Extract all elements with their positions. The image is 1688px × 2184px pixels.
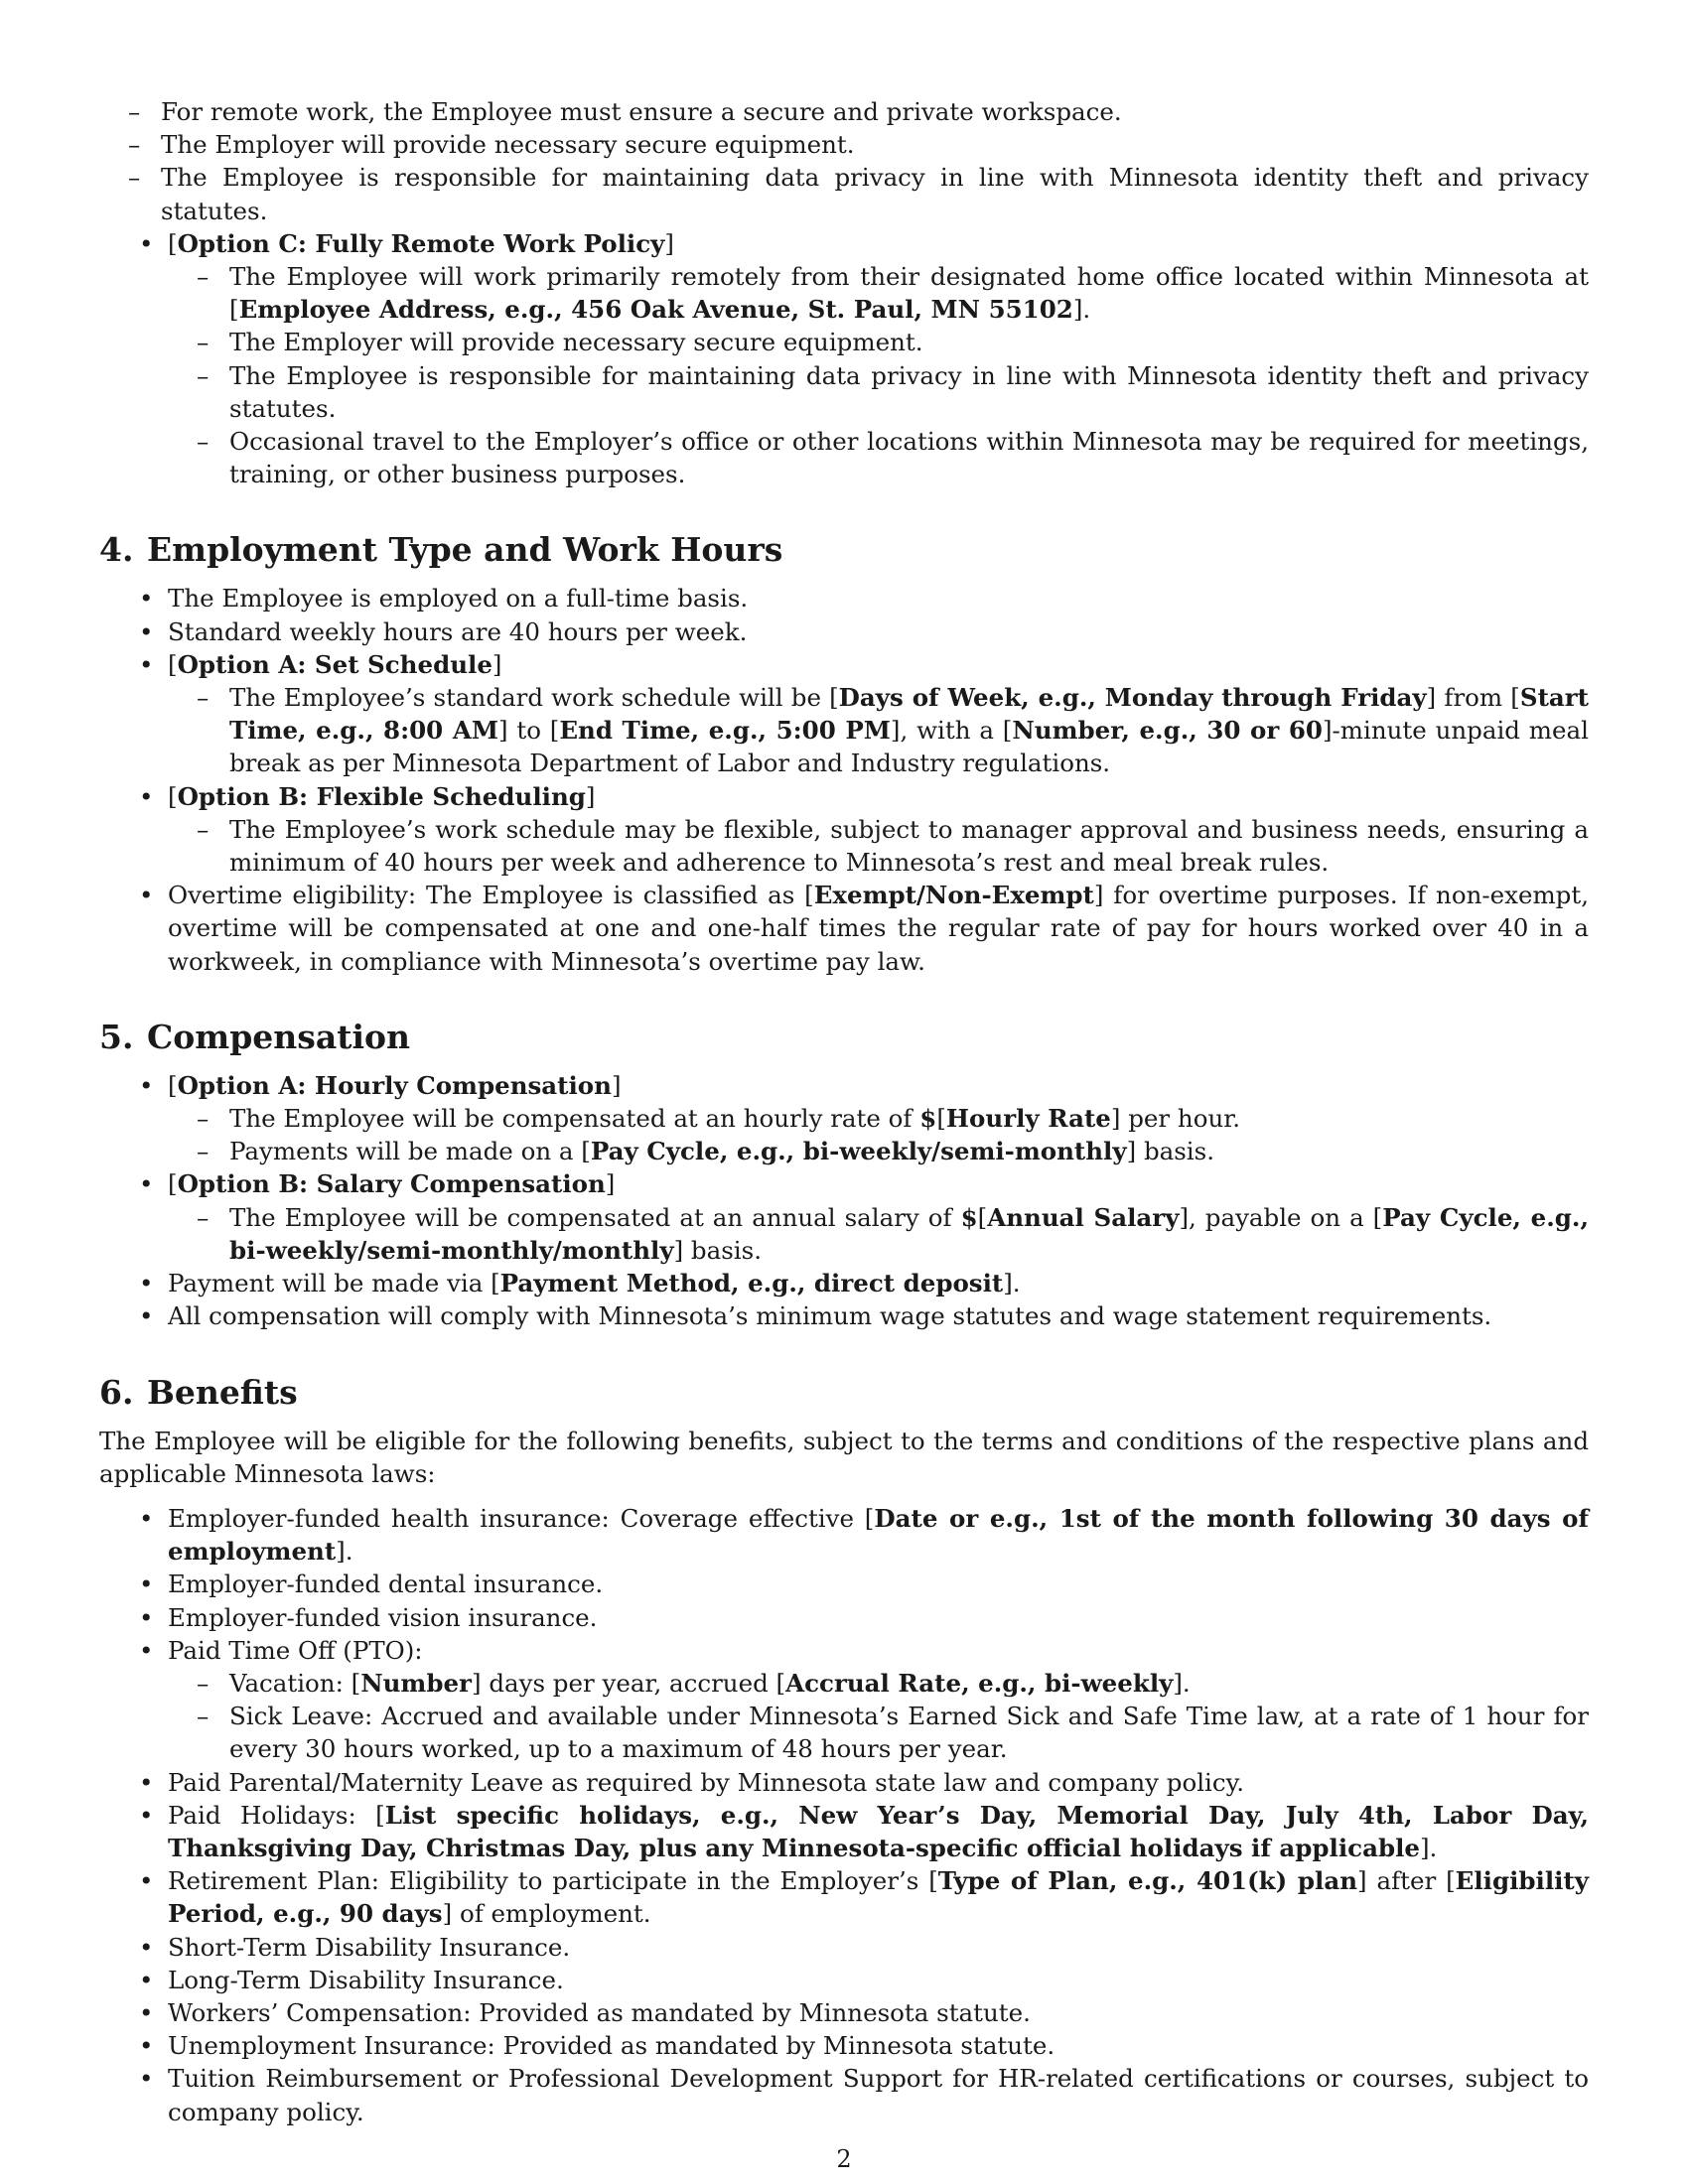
placeholder-field: Annual Salary [987, 1202, 1180, 1232]
list-item: • Employer-funded vision insurance. [99, 1601, 1589, 1634]
list-item: • Tuition Reimbursement or Professional Development Support for HR-related certifications or courses, subject to company policy. [99, 2062, 1589, 2127]
list-item: – For remote work, the Employee must ensure a secure and private workspace. [31, 95, 1589, 128]
option-title: Option C: Fully Remote Work Policy [177, 228, 665, 258]
option-title: Option A: Set Schedule [177, 649, 492, 679]
list-item: – The Employee will be compensated at an hourly rate of $[Hourly Rate] per hour. [99, 1102, 1589, 1135]
placeholder-field: Start Time, e.g., 8:00 AM [229, 683, 1589, 746]
section-heading: 6. Benefits [99, 1372, 298, 1412]
placeholder-field: Type of Plan, e.g., 401(k) plan [937, 1866, 1358, 1896]
page-number: 2 [836, 2145, 852, 2173]
list-item: – Payments will be made on a [Pay Cycle, e.g., bi-weekly/semi-monthly] basis. [99, 1135, 1589, 1167]
option-b-item: • [Option B: Salary Compensation] – The Employee will be compensated at an annual salary of $[Annual Salary], payable on a [Pay Cycle, e.g., bi-weekly/semi-monthly/monthly] basis. [99, 1167, 1589, 1267]
list-item: • Employer-funded health insurance: Coverage effective [Date or e.g., 1st of the month following 30 days of employment]. [99, 1502, 1589, 1568]
list-item: – The Employee will be compensated at an annual salary of $[Annual Salary], payable on a [Pay Cycle, e.g., bi-weekly/semi-monthly/monthly] basis. [99, 1201, 1589, 1267]
list-item: • The Employee is employed on a full-time basis. [99, 582, 1589, 614]
section-heading: 5. Compensation [99, 1017, 410, 1056]
placeholder-field: End Time, e.g., 5:00 PM [559, 716, 891, 746]
placeholder-field: Payment Method, e.g., direct deposit [499, 1269, 1004, 1298]
list-item: – The Employer will provide necessary secure equipment. [31, 128, 1589, 161]
option-b-continuation [99, 95, 1589, 227]
list-item: • Overtime eligibility: The Employee is classified as [Exempt/Non-Exempt] for overtime purposes. If non-exempt, overtime will be compensated at one and one-half times the regular rate of pay for hours worked over 40 in a workweek, in compliance with Minnesota’s overtime pay law. [99, 879, 1589, 978]
placeholder-field: Accrual Rate, e.g., bi-weekly [785, 1668, 1174, 1698]
placeholder-field: Hourly Rate [945, 1104, 1111, 1134]
option-title: Option B: Salary Compensation [177, 1169, 606, 1199]
list-item: • Short-Term Disability Insurance. [99, 1931, 1589, 1964]
list-item: – The Employer will provide necessary secure equipment. [99, 326, 1589, 358]
option-a-item: • [Option A: Hourly Compensation] – The Employee will be compensated at an hourly rate of $[Hourly Rate] per hour. – Payments will be made on a [Pay Cycle, e.g., bi-weekly/semi-monthly] basis. [99, 1069, 1589, 1168]
list-item: • Payment will be made via [Payment Method, e.g., direct deposit]. [99, 1267, 1589, 1299]
placeholder-field: Date or e.g., 1st of the month following 30 days of employment [168, 1503, 1589, 1567]
placeholder-field: Number [360, 1668, 472, 1698]
placeholder-field: Exempt/Non-Exempt [813, 881, 1094, 910]
section-intro: The Employee will be eligible for the following benefits, subject to the terms and conditions of the respective plans and applicable Minnesota laws: [99, 1426, 1589, 1488]
placeholder-field: Employee Address, e.g., 456 Oak Avenue, St. Paul, MN 55102 [238, 295, 1073, 325]
compensation-list [99, 1069, 1589, 1333]
list-item: – The Employee’s standard work schedule will be [Days of Week, e.g., Monday through Friday] from [Start Time, e.g., 8:00 AM] to [End Time, e.g., 5:00 PM], with a [Number, e.g., 30 or 60]-minute unpaid meal break as per Minnesota Department of Labor and Industry regulations. [99, 681, 1589, 780]
option-a-item: • [Option A: Set Schedule] – The Employee’s standard work schedule will be [Days of Week, e.g., Monday through Friday] from [Start Time, e.g., 8:00 AM] to [End Time, e.g., 5:00 PM], with a [Number, e.g., 30 or 60]-minute unpaid meal break as per Minnesota Department of Labor and Industry regulations. [99, 648, 1589, 780]
list-item: • Paid Time Off (PTO): – Vacation: [Number] days per year, accrued [Accrual Rate, e.g., bi-weekly]. – Sick Leave: Accrued and available under Minnesota’s Earned Sick and Safe Time law, at a rate of 1 hour for every 30 hours worked, up to a maximum of 48 hours per year. [99, 1634, 1589, 1766]
benefits-list [99, 1502, 1589, 2128]
option-title: Option B: Flexible Scheduling [177, 781, 586, 811]
list-item: • Paid Parental/Maternity Leave as required by Minnesota state law and company policy. [99, 1766, 1589, 1799]
list-item: – The Employee is responsible for maintaining data privacy in line with Minnesota identity theft and privacy statutes. [31, 161, 1589, 226]
list-item: – Vacation: [Number] days per year, accrued [Accrual Rate, e.g., bi-weekly]. [99, 1667, 1589, 1700]
placeholder-field: Number, e.g., 30 or 60 [1012, 716, 1323, 746]
option-c-items [168, 260, 1589, 490]
list-item: • Workers’ Compensation: Provided as mandated by Minnesota statute. [99, 1996, 1589, 2029]
employment-type-list [99, 582, 1589, 977]
placeholder-field: Days of Week, e.g., Monday through Friday [838, 683, 1427, 713]
list-item: – The Employee is responsible for maintaining data privacy in line with Minnesota identity theft and privacy statutes. [99, 359, 1589, 425]
list-item: • Employer-funded dental insurance. [99, 1568, 1589, 1600]
option-c-item: • [Option C: Fully Remote Work Policy] – The Employee will work primarily remotely from their designated home office located within Minnesota at [Employee Address, e.g., 456 Oak Avenue, St. Paul, MN 55102]. – The Employer will provide necessary secure equipment. – The Employee is responsible for maintaining data privacy in line with Minnesota identity theft and privacy statutes. – Occasional travel to the Employer’s office or other locations within Minnesota may be required for meetings, training, or other business purposes. [99, 227, 1589, 491]
option-b-item: • [Option B: Flexible Scheduling] – The Employee’s work schedule may be flexible, subject to manager approval and business needs, ensuring a minimum of 40 hours per week and adherence to Minnesota’s rest and meal break rules. [99, 780, 1589, 880]
list-item: • Long-Term Disability Insurance. [99, 1964, 1589, 1996]
option-title: Option A: Hourly Compensation [177, 1070, 612, 1100]
list-item: – The Employee will work primarily remotely from their designated home office located within Minnesota at [Employee Address, e.g., 456 Oak Avenue, St. Paul, MN 55102]. [99, 260, 1589, 326]
list-item: • Standard weekly hours are 40 hours per week. [99, 615, 1589, 648]
list-item: • Paid Holidays: [List specific holidays, e.g., New Year’s Day, Memorial Day, July 4th, Labor Day, Thanksgiving Day, Christmas Day, plus any Minnesota-specific official holidays if applicable]. [99, 1799, 1589, 1864]
placeholder-field: Pay Cycle, e.g., bi-weekly/semi-monthly [590, 1137, 1127, 1166]
list-item: • Unemployment Insurance: Provided as mandated by Minnesota statute. [99, 2029, 1589, 2062]
list-item: • Retirement Plan: Eligibility to participate in the Employer’s [Type of Plan, e.g., 401(k) plan] after [Eligibility Period, e.g., 90 days] of employment. [99, 1864, 1589, 1930]
list-item: – Sick Leave: Accrued and available under Minnesota’s Earned Sick and Safe Time law, at a rate of 1 hour for every 30 hours worked, up to a maximum of 48 hours per year. [99, 1700, 1589, 1765]
list-item: – The Employee’s work schedule may be flexible, subject to manager approval and business needs, ensuring a minimum of 40 hours per week and adherence to Minnesota’s rest and meal break rules. [99, 813, 1589, 879]
document-page [99, 95, 1589, 2128]
work-location-options-list [99, 95, 1589, 490]
list-item: • All compensation will comply with Minnesota’s minimum wage statutes and wage statement requirements. [99, 1299, 1589, 1332]
section-heading: 4. Employment Type and Work Hours [99, 530, 783, 570]
placeholder-field: List specific holidays, e.g., New Year’s Day, Memorial Day, July 4th, Labor Day, Thanksgiving Day, Christmas Day, plus any Minnesota-specific official holidays if applicable [168, 1800, 1590, 1862]
placeholder-field: Eligibility Period, e.g., 90 days [168, 1866, 1589, 1929]
list-item: – Occasional travel to the Employer’s office or other locations within Minnesota may be required for meetings, training, or other business purposes. [99, 425, 1589, 490]
placeholder-field: Pay Cycle, e.g., bi-weekly/semi-monthly/monthly [229, 1202, 1589, 1265]
option-b-items [99, 95, 1589, 227]
